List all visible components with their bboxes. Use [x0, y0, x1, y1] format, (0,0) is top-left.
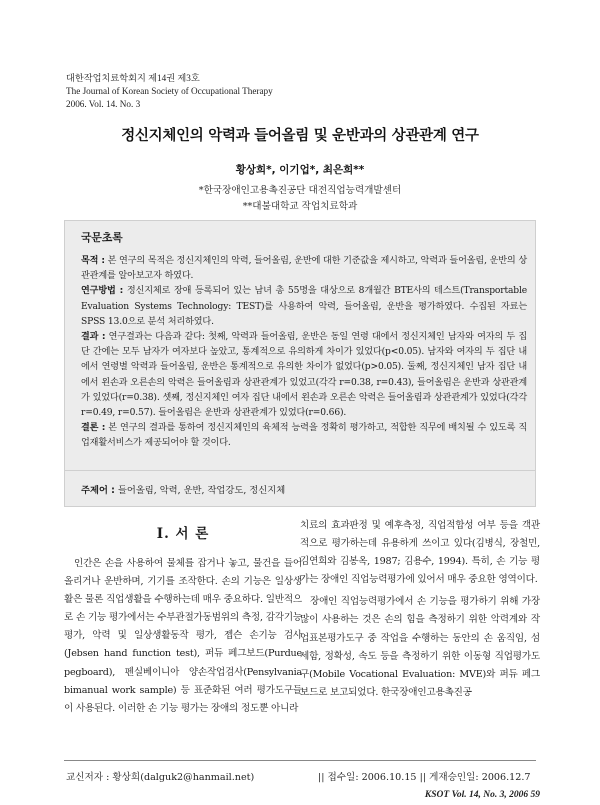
keywords-box: [64, 470, 536, 507]
results-text: 연구결과는 다음과 같다: 첫째, 악력과 들어올림, 운반은 동일 연령 대에서 정신지체인 남자와 여자의 두 집단 간에는 모두 남자가 여자보다 높았고, 통계적으로 유의하게 차이가 있었다(p<0.05). 남자와 여자의 두 집단 내에서 연령별 악력과 들어올림, 운반은 통계적으로 유의한 차이가 없었다(p>0.05). 둘째, 정신지체인 남자 집단 내에서 왼손과 오른손의 악력은 들어올림과 상관관계가 있었고(각각 r=0.38, r=0.43), 들어올림은 운반과 상관관계가 있었다(r=0.38). 셋째, 정신지체인 여자 집단 내에서 왼손과 오른손 악력은 들어올림과 상관관계가 있었다(각각 r=0.49, r=0.57). 들어올림은 운반과 상관관계가 있었다(r=0.66).: [81, 332, 527, 419]
method-label: 연구방법 :: [81, 286, 124, 297]
journal-name-english: The Journal of Korean Society of Occupational Therapy: [66, 86, 273, 96]
section-heading: Ⅰ. 서 론: [156, 526, 210, 542]
corresponding-author: 교신저자 : 황상희(dalguk2@hanmail.net): [66, 772, 255, 783]
abstract-purpose: [81, 254, 527, 284]
affiliation-1: *한국장애인고용촉진공단 대전직업능력개발센터: [198, 185, 402, 196]
keywords-text: 들어올림, 악력, 운반, 작업강도, 정신지체: [114, 485, 286, 496]
results-label: 결과 :: [81, 332, 106, 343]
conclusion-label: 결론 :: [81, 423, 106, 434]
body-paragraph-right-2: 장애인 직업능력평가에서 손 기능을 평가하기 위해 가장 많이 사용하는 것은 손의 힘을 측정하기 위한 악력계와 작업표본평가도구 중 작업을 수행하는 동안의 손 움직임, 섬세함, 정확성, 속도 등을 측정하기 위한 이동형 직업평가도구(Mobile Vocational Evaluation: MVE)와 퍼듀 페그보드로 보고되었다. 한국장애인고용촉진공: [300, 596, 540, 698]
keywords-label: 주제어 :: [81, 485, 115, 496]
authors: 황상희*, 이기업*, 최은희**: [235, 164, 365, 176]
method-text: 정신지체로 장애 등록되어 있는 남녀 총 55명을 대상으로 8개월간 BTE사의 테스트(Transportable Evaluation Systems Technology: TEST)를 사용하여 악력, 들어올림, 운반을 평가하였다. 수집된 자료는 SPSS 13.0으로 분석 처리하였다.: [81, 286, 527, 327]
journal-header: [66, 72, 273, 111]
paper-title: 정신지체인의 악력과 들어올림 및 운반과의 상관관계 연구: [121, 128, 479, 144]
purpose-label: 목적 :: [81, 256, 105, 266]
abstract-box: [64, 220, 536, 502]
purpose-text: 본 연구의 목적은 정신지체인의 악력, 들어올림, 운반에 대한 기준값을 제시하고, 악력과 들어올림, 운반의 상관관계를 알아보고자 하였다.: [81, 256, 527, 282]
affiliation-2: **대불대학교 작업치료학과: [242, 201, 358, 212]
journal-name-korean: 대한작업치료학회지 제14권 제3호: [66, 73, 200, 83]
journal-issue: 2006. Vol. 14. No. 3: [66, 99, 141, 109]
abstract-heading: 국문초록: [81, 231, 123, 244]
page-footer: KSOT Vol. 14, No. 3, 2006 59: [424, 790, 540, 800]
conclusion-text: 본 연구의 결과를 통하여 정신지체인의 육체적 능력을 정확히 평가하고, 적합한 직무에 배치될 수 있도록 직업재활서비스가 제공되어야 할 것이다.: [81, 423, 527, 449]
footnote-divider: [64, 760, 536, 761]
body-paragraph-left: 인간은 손을 사용하여 물체를 잡거나 놓고, 물건을 들어 올리거나 운반하며, 기기를 조작한다. 손의 기능은 일상생활은 물론 직업생활을 수행하는데 매우 중요하다. 일반적으로 손 기능 평가에서는 수부관절가동범위의 측정, 감각기능평가, 악력 및 일상생활동작 평가, 젭슨 손기능 검사(Jebsen hand function test), 퍼듀 페그보드(Purdue pegboard), 펜실베이니아 양손작업검사(Pensylvania bimanual work sample) 등 표준화된 여러 평가도구들이 사용된다. 이러한 손 기능 평가는 장애의 정도뿐 아니라: [64, 558, 302, 714]
body-column-left: [64, 517, 302, 718]
abstract-conclusion: [81, 421, 527, 451]
abstract-results: [81, 330, 527, 421]
submission-dates: || 접수일: 2006.10.15 || 게재승인일: 2006.12.7: [318, 772, 531, 783]
body-paragraph-right-1: 치료의 효과판정 및 예후측정, 직업적합성 여부 등을 객관적으로 평가하는데 유용하게 쓰이고 있다(김병식, 장철민, 김연희와 김봉옥, 1987; 김용수, 1994). 특히, 손 기능 평가는 장애인 직업능력평가에 있어서 매우 중요한 영역이다.: [300, 520, 540, 586]
body-column-right: [300, 517, 540, 702]
abstract-method: [81, 284, 527, 330]
